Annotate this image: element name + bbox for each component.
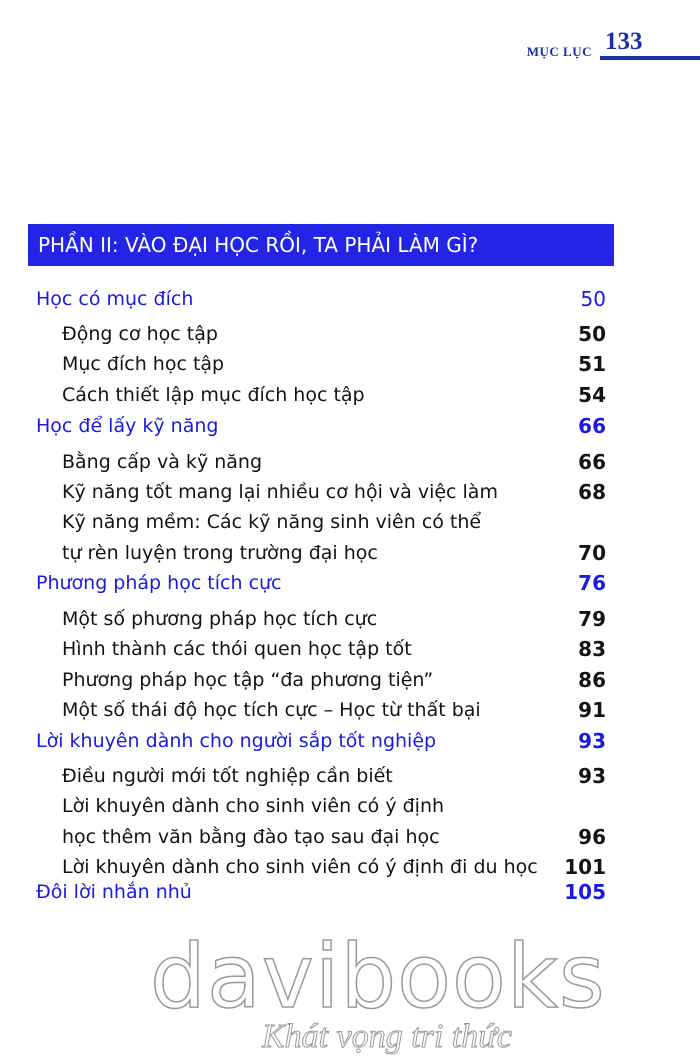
- toc-entry-main[interactable]: [0, 568, 700, 598]
- toc-entry-title: học thêm văn bằng đào tạo sau đại học: [62, 826, 440, 848]
- toc-entry-page: 101: [564, 855, 606, 879]
- toc-entry-sub[interactable]: [0, 791, 700, 821]
- toc-entry-title: Mục đích học tập: [62, 353, 225, 375]
- toc-entry-sub[interactable]: [0, 634, 700, 664]
- toc-entry-title: Kỹ năng mềm: Các kỹ năng sinh viên có thể: [62, 511, 482, 533]
- toc-entry-title: Phương pháp học tập “đa phương tiện”: [62, 669, 434, 691]
- toc-entry-sub[interactable]: [0, 665, 700, 695]
- toc-entry-title: Động cơ học tập: [62, 323, 218, 345]
- toc-entry-page: 93: [578, 729, 606, 753]
- toc-entry-sub[interactable]: [0, 380, 700, 410]
- page-number: 133: [605, 28, 643, 55]
- toc-entry-title: Bằng cấp và kỹ năng: [62, 451, 263, 473]
- toc-entry-page: 93: [578, 764, 606, 788]
- toc-entry-sub[interactable]: [0, 447, 700, 477]
- toc-entry-title: Một số phương pháp học tích cực: [62, 608, 378, 630]
- toc-entry-main[interactable]: [0, 726, 700, 756]
- toc-entry-title: Hình thành các thói quen học tập tốt: [62, 638, 412, 660]
- toc-entry-sub[interactable]: [0, 507, 700, 537]
- toc-entry-sub[interactable]: [0, 538, 700, 568]
- toc-entry-page: 79: [578, 607, 606, 631]
- toc-entry-sub[interactable]: [0, 477, 700, 507]
- toc-entry-page: 50: [578, 322, 606, 346]
- toc-entry-title: tự rèn luyện trong trường đại học: [62, 542, 378, 564]
- toc-entry-page: 66: [578, 414, 606, 438]
- toc-entry-title: Kỹ năng tốt mang lại nhiều cơ hội và việc làm: [62, 481, 498, 503]
- toc-entry-sub[interactable]: [0, 822, 700, 852]
- toc-entry-page: 54: [578, 383, 606, 407]
- toc-entry-sub[interactable]: [0, 761, 700, 791]
- toc-entry-title: Học để lấy kỹ năng: [36, 415, 219, 437]
- toc-entry-main[interactable]: [0, 411, 700, 441]
- toc-entry-title: Lời khuyên dành cho sinh viên có ý định đi du học: [62, 856, 538, 878]
- toc-entry-sub[interactable]: [0, 319, 700, 349]
- toc-entry-title: Điều người mới tốt nghiệp cần biết: [62, 765, 393, 787]
- toc-entry-sub[interactable]: [0, 349, 700, 379]
- toc-entry-main[interactable]: [0, 877, 700, 907]
- watermark-slogan: Khát vọng tri thức: [262, 1018, 512, 1055]
- toc-entry-title: Một số thái độ học tích cực – Học từ thất bại: [62, 699, 481, 721]
- toc-entry-sub[interactable]: [0, 695, 700, 725]
- toc-entry-title: Học có mục đích: [36, 288, 194, 310]
- toc-entry-page: 91: [578, 698, 606, 722]
- toc-entry-page: 68: [578, 480, 606, 504]
- toc-entry-page: 96: [578, 825, 606, 849]
- header-label: MỤC LỤC: [526, 44, 592, 59]
- toc-entry-title: Cách thiết lập mục đích học tập: [62, 384, 365, 406]
- toc-entry-page: 51: [578, 352, 606, 376]
- watermark-brand: davibooks: [150, 925, 606, 1028]
- toc-entry-page: 70: [578, 541, 606, 565]
- toc-entry-title: Lời khuyên dành cho người sắp tốt nghiệp: [36, 730, 437, 752]
- toc-entry-page: 83: [578, 637, 606, 661]
- toc-entry-main[interactable]: [0, 284, 700, 314]
- toc-entry-title: Phương pháp học tích cực: [36, 572, 282, 594]
- toc-entry-page: 66: [578, 450, 606, 474]
- toc-entry-sub[interactable]: [0, 604, 700, 634]
- toc-entry-title: Lời khuyên dành cho sinh viên có ý định: [62, 795, 445, 817]
- toc-entry-page: 86: [578, 668, 606, 692]
- section-title: PHẦN II: VÀO ĐẠI HỌC RỒI, TA PHẢI LÀM GÌ?: [38, 233, 479, 257]
- toc-entry-page: 76: [578, 571, 606, 595]
- toc-entry-page: 50: [580, 287, 606, 311]
- toc-entry-page: 105: [564, 880, 606, 904]
- toc-entry-title: Đôi lời nhắn nhủ: [36, 881, 192, 903]
